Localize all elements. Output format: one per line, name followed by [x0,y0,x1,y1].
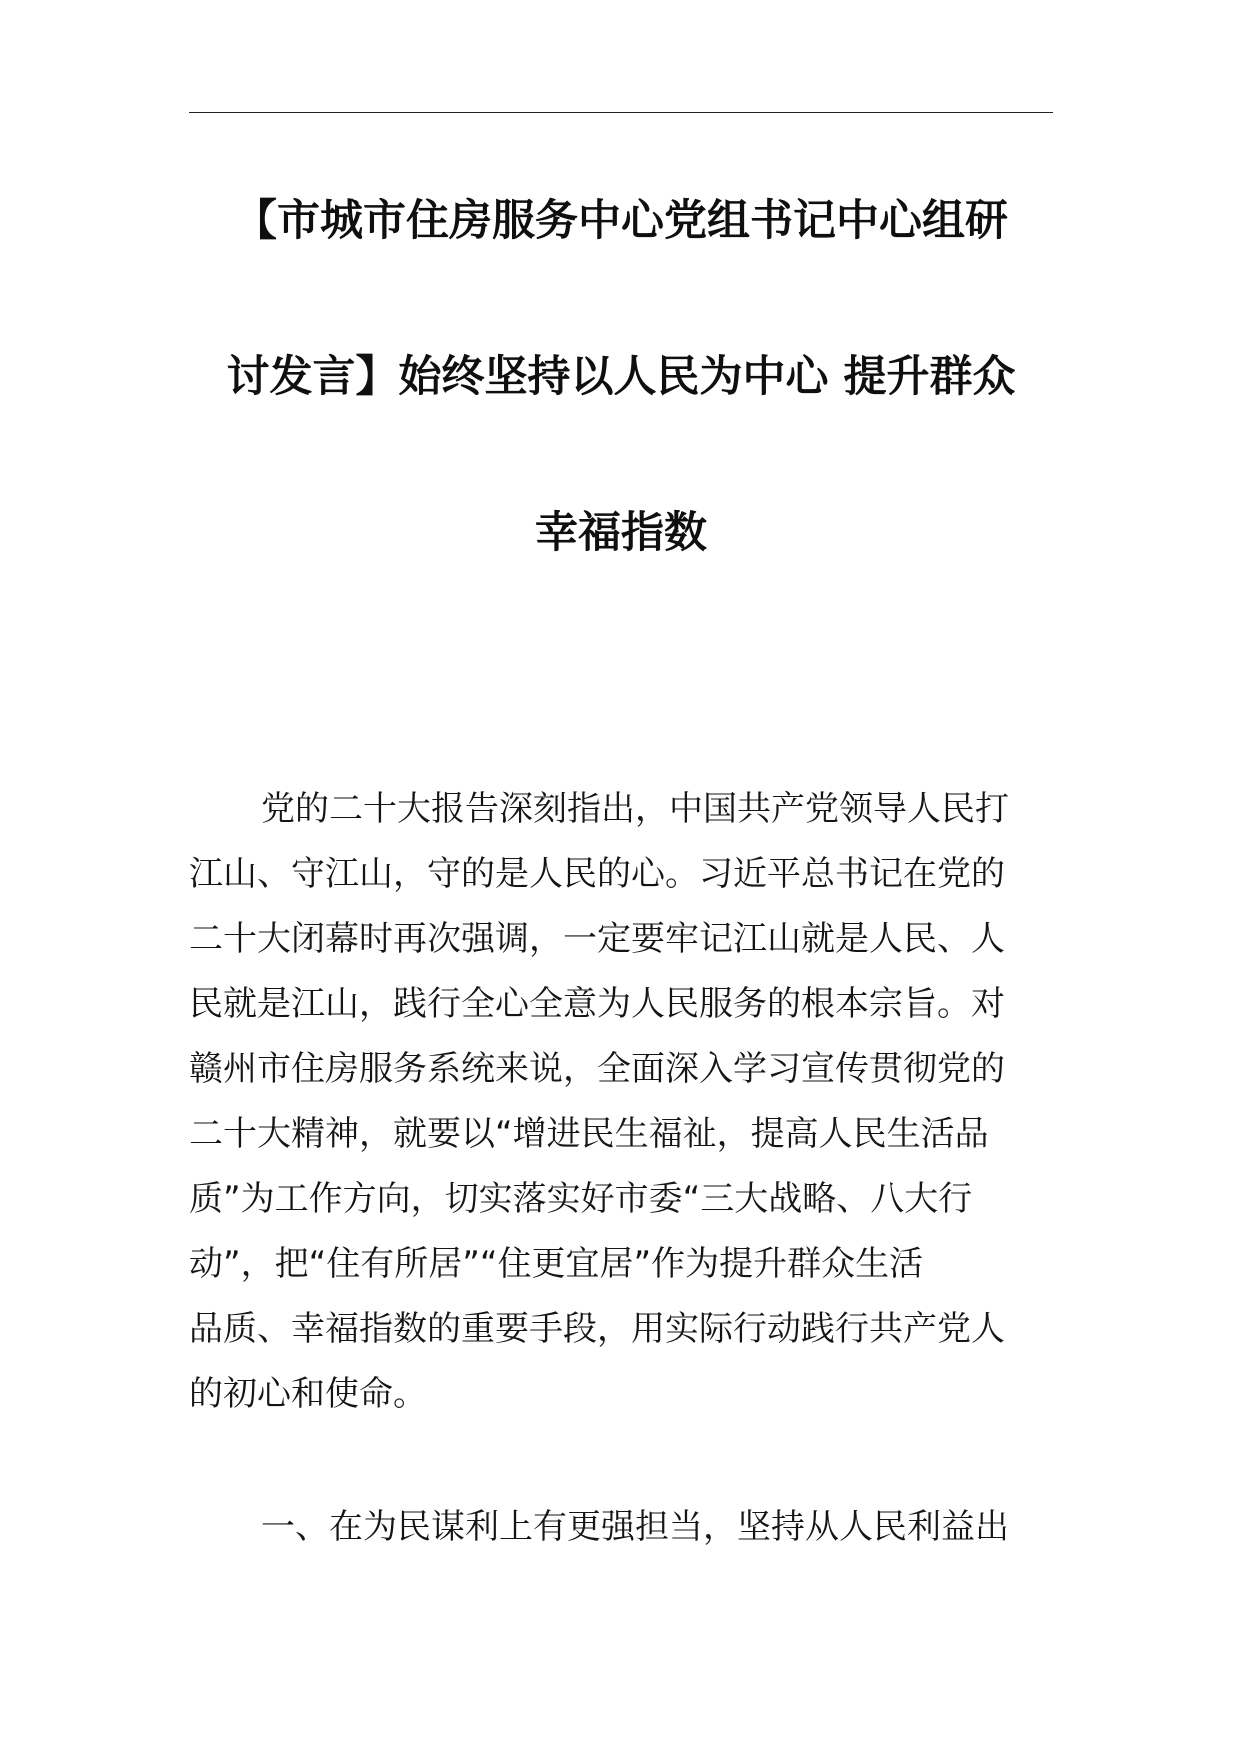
intro-paragraph [189,777,1053,1427]
document-title [189,196,1053,558]
paragraph-line: 二十大精神，就要以“增进民生福祉，提高人民生活品 [189,1114,989,1154]
title-line: 幸福指数 [535,508,707,558]
paragraph-line: 江山、守江山，守的是人民的心。习近平总书记在党的 [189,854,1005,894]
paragraph-line: 二十大闭幕时再次强调，一定要牢记江山就是人民、人 [189,919,1005,959]
section-heading: 一、在为民谋利上有更强担当，坚持从人民利益出 [261,1507,1009,1547]
header-divider [189,112,1053,113]
title-line: 讨发言】始终坚持以人民为中心 提升群众 [226,352,1016,402]
paragraph-line: 质”为工作方向，切实落实好市委“三大战略、八大行 [189,1179,973,1219]
paragraph-line: 党的二十大报告深刻指出，中国共产党领导人民打 [261,789,1009,829]
paragraph-line: 民就是江山，践行全心全意为人民服务的根本宗旨。对 [189,984,1005,1024]
paragraph-line: 赣州市住房服务系统来说，全面深入学习宣传贯彻党的 [189,1049,1005,1089]
paragraph-line: 品质、幸福指数的重要手段，用实际行动践行共产党人 [189,1309,1005,1349]
paragraph-line: 的初心和使命。 [189,1374,427,1414]
title-line: 【市城市住房服务中心党组书记中心组研 [234,196,1008,246]
paragraph-line: 动”，把“住有所居”“住更宜居”作为提升群众生活 [189,1244,924,1284]
